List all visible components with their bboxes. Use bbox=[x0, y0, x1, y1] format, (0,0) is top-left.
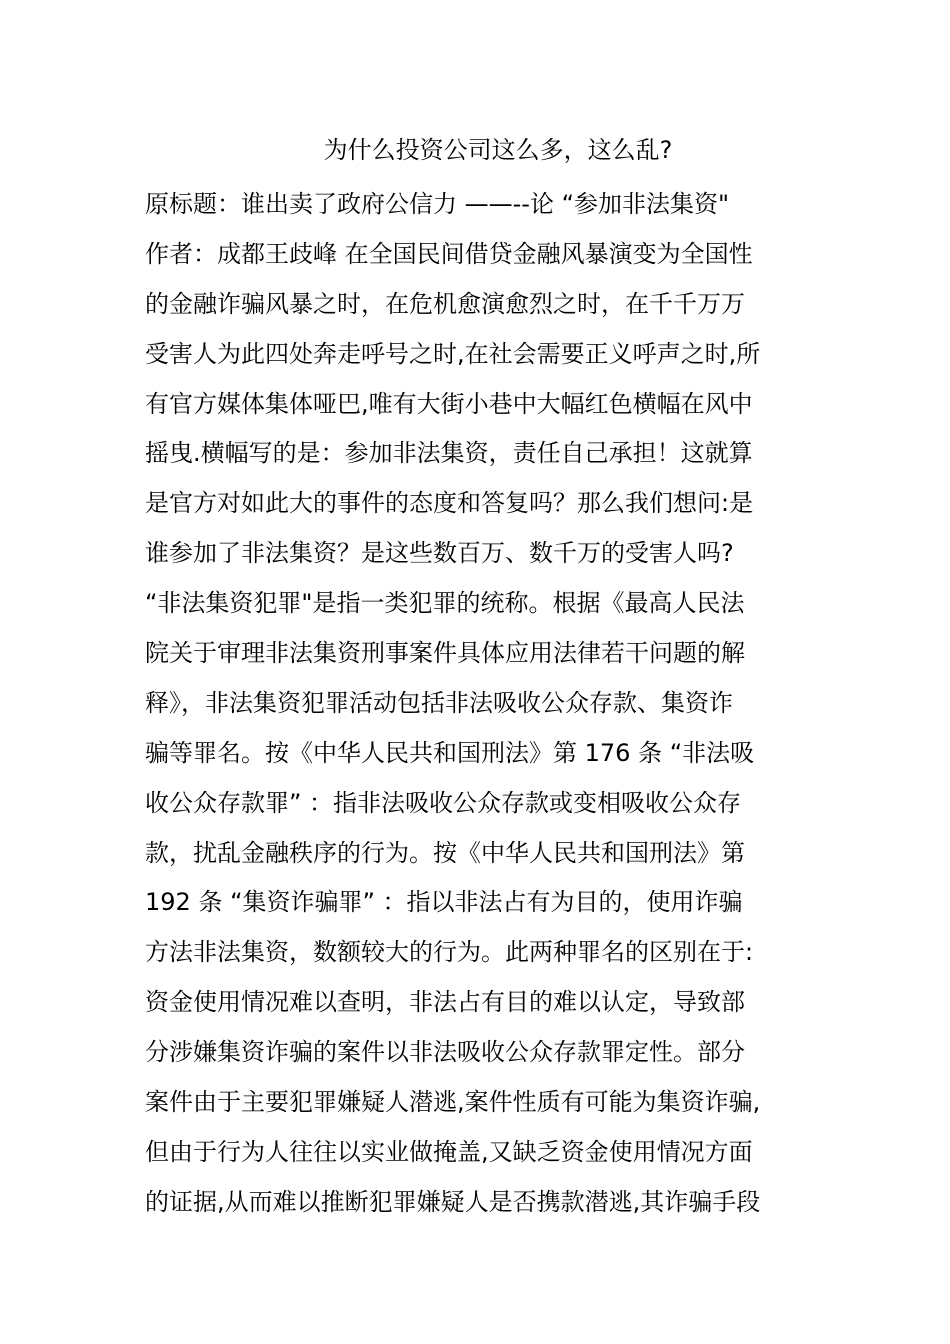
body-line: 有官方媒体集体哑巴,唯有大街小巷中大幅红色横幅在风中 bbox=[145, 389, 753, 418]
body-line: 方法非法集资，数额较大的行为。此两种罪名的区别在于: bbox=[145, 938, 754, 967]
body-line: 但由于行为人往往以实业做掩盖,又缺乏资金使用情况方面 bbox=[145, 1137, 753, 1166]
body-line: 谁参加了非法集资？是这些数百万、数千万的受害人吗? bbox=[145, 539, 734, 568]
body-line: 院关于审理非法集资刑事案件具体应用法律若干问题的解 bbox=[145, 639, 745, 668]
body-line: 分涉嫌集资诈骗的案件以非法吸收公众存款罪定性。部分 bbox=[145, 1038, 745, 1067]
document-body bbox=[145, 180, 815, 1228]
body-line: 作者：成都王歧峰 在全国民间借贷金融风暴演变为全国性 bbox=[145, 239, 753, 268]
body-line: 受害人为此四处奔走呼号之时,在社会需要正义呼声之时,所 bbox=[145, 339, 761, 368]
body-line: 款，扰乱金融秩序的行为。按《中华人民共和国刑法》第 bbox=[145, 838, 745, 867]
body-line: 的金融诈骗风暴之时，在危机愈演愈烈之时，在千千万万 bbox=[145, 289, 745, 318]
body-line: 释》，非法集资犯罪活动包括非法吸收公众存款、集资诈 bbox=[145, 688, 733, 717]
body-line: 资金使用情况难以查明，非法占有目的难以认定，导致部 bbox=[145, 988, 745, 1017]
body-line: 是官方对如此大的事件的态度和答复吗？那么我们想问:是 bbox=[145, 489, 754, 518]
body-line: 收公众存款罪” ：指非法吸收公众存款或变相吸收公众存 bbox=[145, 788, 742, 817]
body-line: 192 条 “集资诈骗罪” ：指以非法占有为目的，使用诈骗 bbox=[145, 888, 743, 917]
body-line: 摇曳.横幅写的是：参加非法集资，责任自己承担！这就算 bbox=[145, 439, 753, 468]
body-line: 案件由于主要犯罪嫌疑人潜逃,案件性质有可能为集资诈骗, bbox=[145, 1088, 761, 1117]
document-title: 为什么投资公司这么多，这么乱? bbox=[323, 136, 673, 164]
body-line: 原标题：谁出卖了政府公信力 ——--论 “参加非法集资" bbox=[145, 190, 730, 218]
body-line: 的证据,从而难以推断犯罪嫌疑人是否携款潜逃,其诈骗手段 bbox=[145, 1187, 761, 1216]
body-line: “非法集资犯罪"是指一类犯罪的统称。根据《最高人民法 bbox=[145, 589, 745, 618]
body-line: 骗等罪名。按《中华人民共和国刑法》第 176 条 “非法吸 bbox=[145, 738, 755, 767]
